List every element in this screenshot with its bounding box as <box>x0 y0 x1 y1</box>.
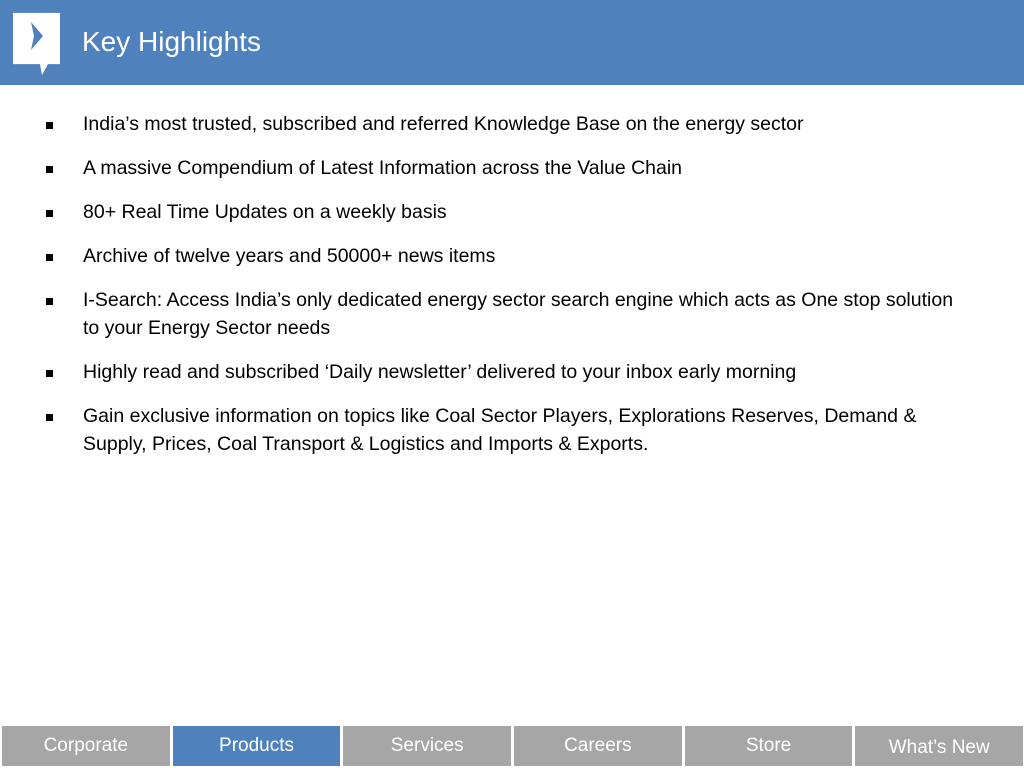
list-item-text: I-Search: Access India’s only dedicated energy sector search engine which acts as One stop solution to your Energy Sector needs <box>83 289 954 339</box>
list-item <box>0 402 1024 458</box>
tab-store[interactable]: Store <box>685 726 853 766</box>
chevron-speech-bubble-icon <box>12 12 62 76</box>
list-item-text: Archive of twelve years and 50000+ news items <box>83 245 496 267</box>
list-item-text: Gain exclusive information on topics like Coal Sector Players, Explorations Reserves, Demand & Supply, Prices, Coal Transport & Logistics and Imports & Exports. <box>83 405 917 455</box>
page-title: Key Highlights <box>82 26 261 57</box>
list-item <box>0 242 1024 270</box>
highlights-list <box>0 110 1024 474</box>
header-bar <box>0 0 1024 85</box>
list-item <box>0 286 1024 342</box>
square-bullet-icon <box>46 122 53 129</box>
tab-whats-new[interactable]: What’s New <box>855 726 1023 766</box>
list-item <box>0 358 1024 386</box>
list-item-text: 80+ Real Time Updates on a weekly basis <box>83 201 447 223</box>
bottom-nav <box>0 724 1024 768</box>
tab-careers[interactable]: Careers <box>514 726 682 766</box>
list-item <box>0 154 1024 182</box>
list-item-text: A massive Compendium of Latest Information across the Value Chain <box>83 157 683 179</box>
square-bullet-icon <box>46 166 53 173</box>
list-item-text: India’s most trusted, subscribed and referred Knowledge Base on the energy sector <box>83 113 804 135</box>
square-bullet-icon <box>46 414 53 421</box>
square-bullet-icon <box>46 370 53 377</box>
square-bullet-icon <box>46 210 53 217</box>
tab-corporate[interactable]: Corporate <box>2 726 170 766</box>
square-bullet-icon <box>46 254 53 261</box>
list-item-text: Highly read and subscribed ‘Daily newsletter’ delivered to your inbox early morning <box>83 361 797 383</box>
square-bullet-icon <box>46 298 53 305</box>
tab-products[interactable]: Products <box>173 726 341 766</box>
list-item <box>0 198 1024 226</box>
list-item <box>0 110 1024 138</box>
tab-services[interactable]: Services <box>343 726 511 766</box>
